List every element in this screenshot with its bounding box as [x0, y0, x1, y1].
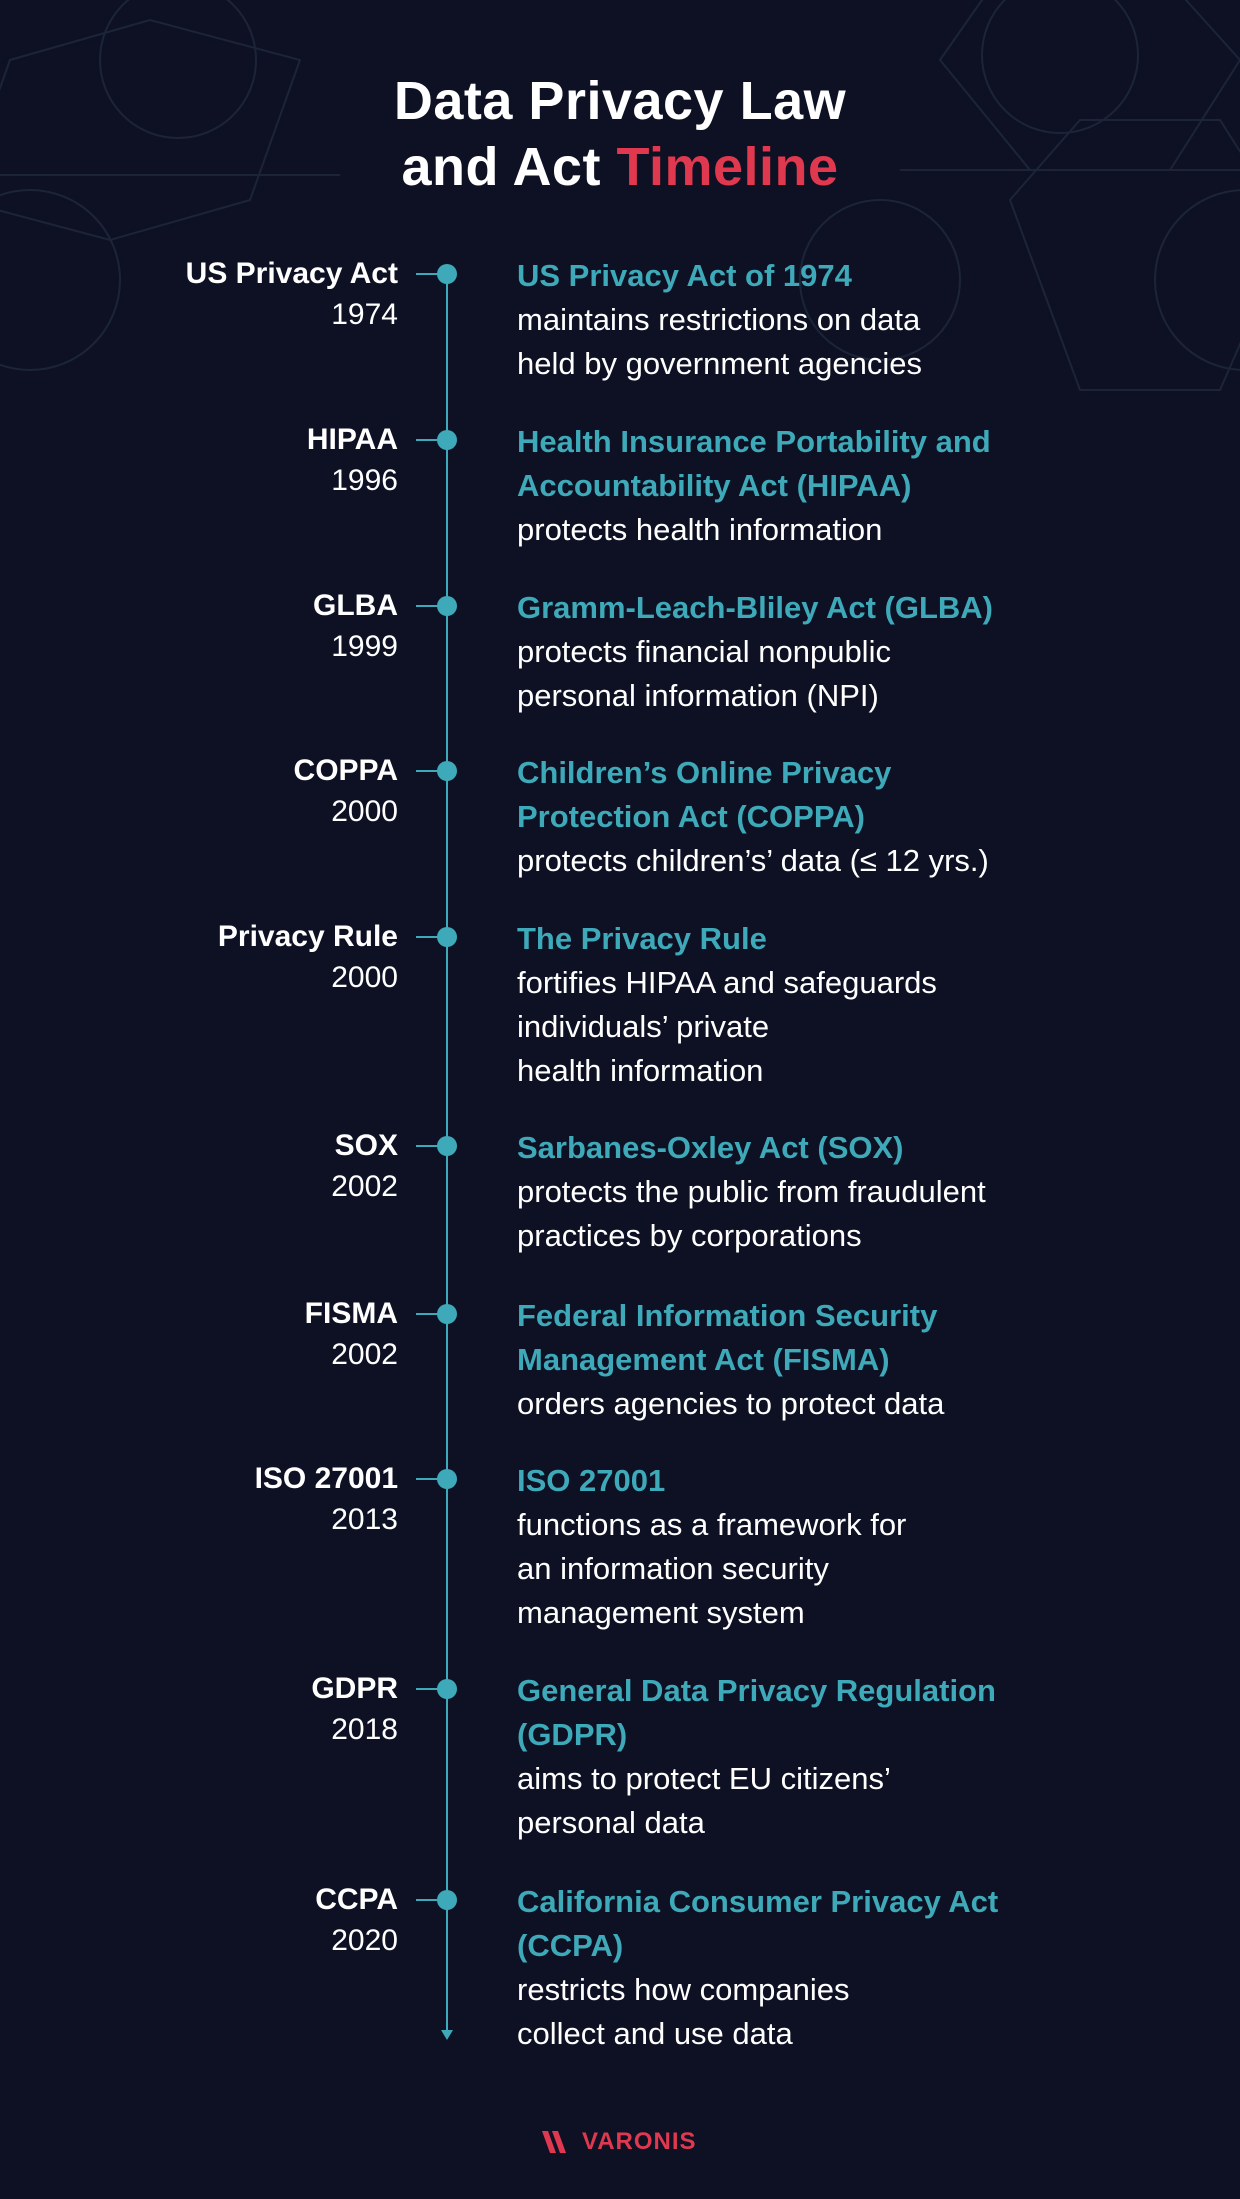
- event-name: Children’s Online Privacy Protection Act (COPPA): [517, 755, 892, 834]
- title-accent: Timeline: [616, 137, 839, 197]
- event-year: 1996: [331, 464, 398, 497]
- timeline-dot-icon: [437, 596, 457, 616]
- event-year: 2013: [331, 1503, 398, 1536]
- event-year: 2020: [331, 1924, 398, 1957]
- event-description: aims to protect EU citizens’ personal data: [517, 1761, 891, 1840]
- varonis-logo-mark-icon: [540, 2127, 580, 2157]
- page-title: [0, 68, 1240, 200]
- timeline-dot-icon: [437, 761, 457, 781]
- event-abbr: GDPR: [311, 1672, 398, 1705]
- event-description: protects the public from fraudulent practices by corporations: [517, 1174, 986, 1253]
- title-line-2: [0, 134, 1240, 200]
- event-abbr: ISO 27001: [254, 1462, 398, 1495]
- event-description: orders agencies to protect data: [517, 1386, 945, 1421]
- event-description: protects financial nonpublic personal information (NPI): [517, 634, 891, 713]
- timeline-dot-icon: [437, 430, 457, 450]
- title-line-1: Data Privacy Law: [393, 71, 847, 131]
- event-description: fortifies HIPAA and safeguards individuals’ private health information: [517, 965, 937, 1088]
- event-abbr: CCPA: [315, 1883, 398, 1916]
- event-description: functions as a framework for an information security management system: [517, 1507, 907, 1630]
- event-year: 2000: [331, 795, 398, 828]
- event-abbr: US Privacy Act: [185, 257, 398, 290]
- timeline-dot-icon: [437, 1304, 457, 1324]
- event-abbr: Privacy Rule: [217, 920, 398, 953]
- event-name: Sarbanes-Oxley Act (SOX): [517, 1130, 904, 1165]
- event-description: maintains restrictions on data held by government agencies: [517, 302, 922, 381]
- event-abbr: SOX: [334, 1129, 398, 1162]
- timeline-dot-icon: [437, 1136, 457, 1156]
- event-name: Federal Information Security Management Act (FISMA): [517, 1298, 938, 1377]
- event-name: Gramm-Leach-Bliley Act (GLBA): [517, 590, 993, 625]
- event-abbr: HIPAA: [306, 423, 398, 456]
- title-line-2-prefix: and Act: [401, 137, 617, 197]
- varonis-logo: [540, 2122, 697, 2162]
- event-name: ISO 27001: [517, 1463, 666, 1498]
- event-name: General Data Privacy Regulation (GDPR): [517, 1673, 996, 1752]
- event-year: 1999: [331, 630, 398, 663]
- logo-text: VARONIS: [582, 2128, 697, 2155]
- event-year: 2018: [331, 1713, 398, 1746]
- event-year: 2000: [331, 961, 398, 994]
- timeline-dot-icon: [437, 1469, 457, 1489]
- event-abbr: GLBA: [313, 589, 398, 622]
- event-name: California Consumer Privacy Act (CCPA): [517, 1884, 999, 1963]
- timeline-dot-icon: [437, 264, 457, 284]
- event-description: protects children’s’ data (≤ 12 yrs.): [517, 843, 989, 878]
- event-name: Health Insurance Portability and Accountability Act (HIPAA): [517, 424, 991, 503]
- event-name: The Privacy Rule: [517, 921, 767, 956]
- event-abbr: COPPA: [293, 754, 398, 787]
- timeline-dot-icon: [437, 1890, 457, 1910]
- event-year: 2002: [331, 1338, 398, 1371]
- timeline-arrow-icon: [441, 2030, 453, 2040]
- timeline-dot-icon: [437, 927, 457, 947]
- event-abbr: FISMA: [304, 1297, 398, 1330]
- timeline-dot-icon: [437, 1679, 457, 1699]
- event-year: 2002: [331, 1170, 398, 1203]
- event-name: US Privacy Act of 1974: [517, 258, 852, 293]
- event-description: protects health information: [517, 512, 883, 547]
- event-description: restricts how companies collect and use data: [517, 1972, 850, 2051]
- event-year: 1974: [331, 298, 398, 331]
